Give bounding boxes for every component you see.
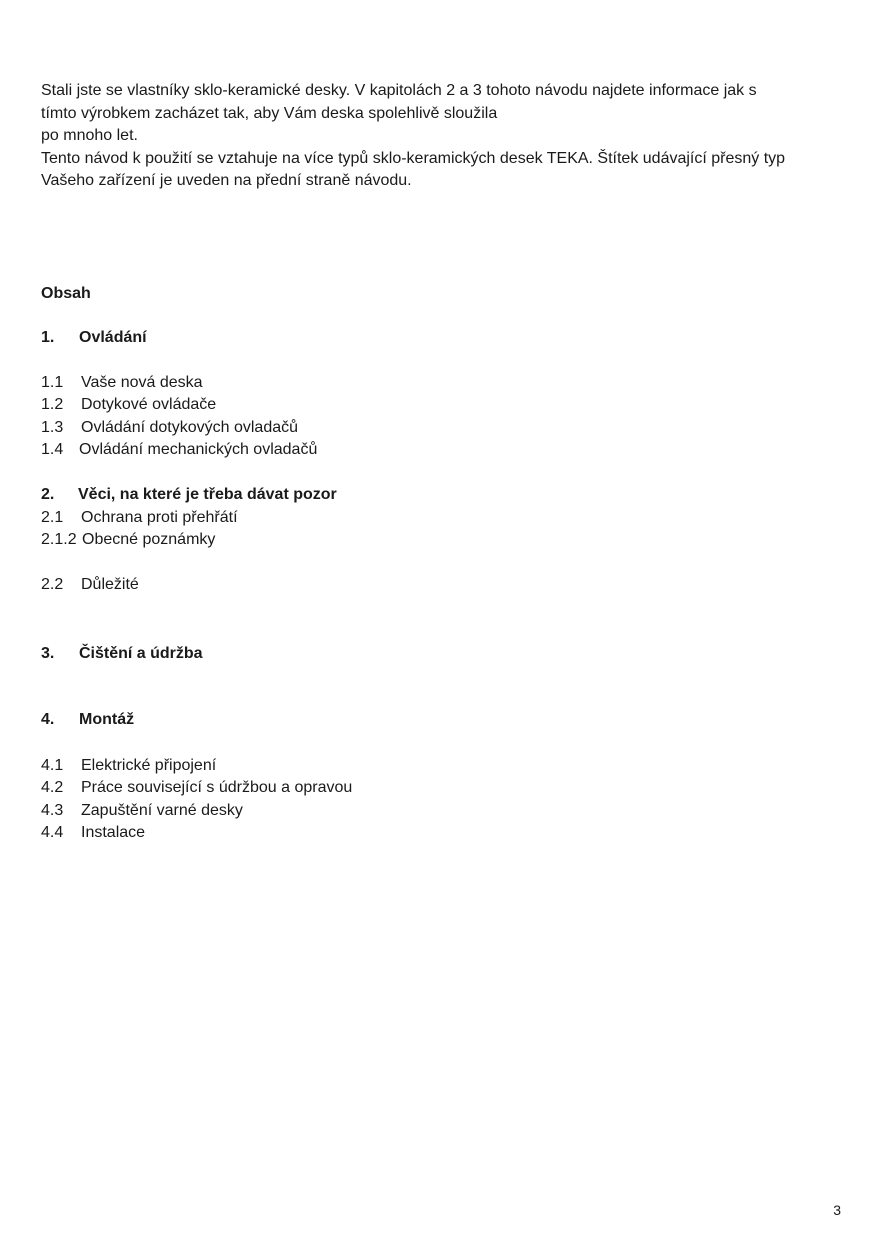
toc-label: Věci, na které je třeba dávat pozor	[78, 486, 337, 503]
toc-item	[41, 439, 317, 461]
toc-number: 1.3	[41, 419, 64, 436]
toc-number: 2.2	[41, 576, 64, 593]
page-number: 3	[833, 1202, 841, 1218]
toc-label: Montáž	[79, 711, 135, 728]
toc-number: 3.	[41, 645, 55, 662]
toc-number: 2.	[41, 486, 55, 503]
toc-number: 4.	[41, 711, 55, 728]
toc-label: Instalace	[81, 824, 146, 841]
toc-title: Obsah	[41, 285, 91, 302]
toc-label: Ovládání dotykových ovladačů	[81, 419, 299, 436]
toc-number: 4.3	[41, 802, 64, 819]
intro-line: Tento návod k použití se vztahuje na více typů sklo-keramických desek TEKA. Štítek udávající přesný typ	[41, 149, 786, 167]
toc-label: Zapuštění varné desky	[81, 802, 243, 819]
toc-label: Vaše nová deska	[81, 374, 203, 391]
toc-section-4	[41, 709, 134, 731]
toc-item	[41, 777, 352, 799]
toc-section-3	[41, 643, 203, 665]
intro-paragraph	[41, 80, 851, 193]
toc-item	[41, 755, 216, 777]
toc-label: Dotykové ovládače	[81, 396, 217, 413]
intro-line: Stali jste se vlastníky sklo-keramické desky. V kapitolách 2 a 3 tohoto návodu najdete informace jak s	[41, 82, 757, 99]
toc-label: Ovládání	[79, 329, 147, 346]
toc-number: 2.1.2	[41, 531, 77, 548]
toc-number: 1.1	[41, 374, 64, 391]
toc-item	[41, 574, 139, 596]
toc-number: 2.1	[41, 509, 64, 526]
toc-number: 1.4	[41, 441, 64, 458]
intro-line: Vašeho zařízení je uveden na přední straně návodu.	[41, 172, 412, 189]
toc-item	[41, 417, 298, 439]
toc-item	[41, 372, 203, 394]
toc-item	[41, 507, 238, 529]
intro-line: tímto výrobkem zacházet tak, aby Vám deska spolehlivě sloužila	[41, 104, 498, 122]
toc-number: 1.	[41, 329, 55, 346]
toc-label: Práce související s údržbou a opravou	[81, 779, 353, 796]
toc-item	[41, 822, 145, 844]
toc-label: Čištění a údržba	[79, 645, 203, 662]
toc-label: Elektrické připojení	[81, 757, 217, 774]
toc-label: Obecné poznámky	[82, 531, 216, 548]
toc-number: 4.1	[41, 757, 64, 774]
toc-label: Důležité	[81, 576, 139, 593]
toc-section-1	[41, 327, 147, 349]
toc-label: Ochrana proti přehřátí	[81, 509, 238, 526]
toc-number: 4.2	[41, 779, 64, 796]
toc-item	[41, 800, 243, 822]
intro-line: po mnoho let.	[41, 127, 138, 144]
toc-item	[41, 529, 215, 551]
toc-label: Ovládání mechanických ovladačů	[79, 441, 318, 458]
toc-number: 1.2	[41, 396, 64, 413]
toc-number: 4.4	[41, 824, 64, 841]
toc-item	[41, 394, 216, 416]
toc-section-2	[41, 484, 337, 506]
